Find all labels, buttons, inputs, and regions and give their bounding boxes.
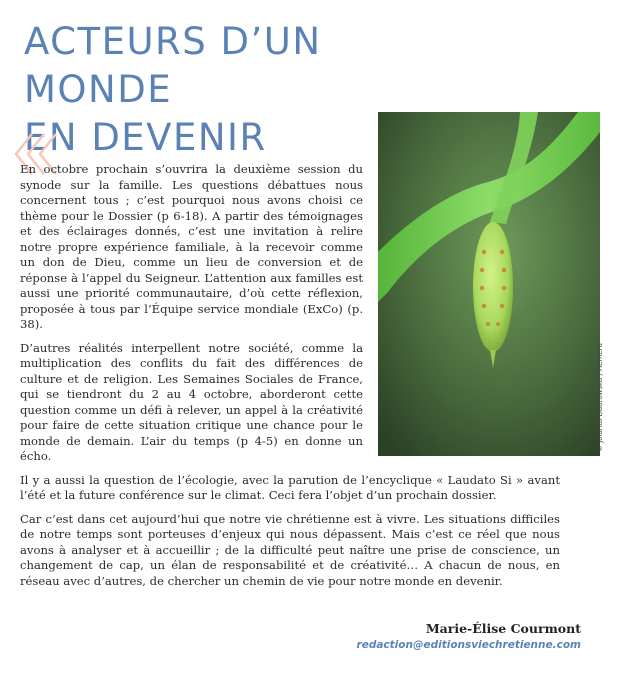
page-title-line-2: EN DEVENIR xyxy=(24,116,267,159)
page-title xyxy=(24,18,424,162)
author-name: Marie-Élise Courmont xyxy=(425,621,581,636)
photo-credit: © Jolanta Dabrowska / Hemera xyxy=(596,343,604,452)
editorial-body xyxy=(20,162,560,597)
author-email-link[interactable]: redaction@editionsviechretienne.com xyxy=(356,639,581,651)
paragraph-3: Il y a aussi la question de l’écologie, avec la parution de l’encyclique « Laudato Si » avant l’été et la future conférence sur le climat. Ceci fera l’objet d’un prochain dossier. xyxy=(20,472,560,502)
paragraph-2: D’autres réalités interpellent notre société, comme la multiplication des conflits du fait des différences de culture et de religion. Les Semaines Sociales de France, qui se tiendront du 2 au 4 octobre, aborderont cette question comme un défi à relever, un appel à la créativité pour faire de cette situation critique une chance pour le monde de demain. L’air du temps (p 4-5) en donne un écho. xyxy=(20,340,363,463)
signature-block xyxy=(357,620,581,653)
page-title-line-1: ACTEURS D’UN MONDE xyxy=(24,20,322,111)
paragraph-1: En octobre prochain s’ouvrira la deuxième session du synode sur la famille. Les questions débattues nous concernent tous ; c’est pourquoi nous avons choisi ce thème pour le Dossier (p 6-18). A partir des témoignages et des éclairages donnés, c’est une invitation à relire notre propre expérience familiale, à la recevoir comme un don de Dieu, comme un lieu de conversion et de réponse à l’appel du Seigneur. L’attention aux familles est aussi une priorité communautaire, d’où cette réflexion, proposée à tous par l’Équipe service mondiale (ExCo) (p. 38). xyxy=(20,162,363,331)
paragraph-4: Car c’est dans cet aujourd’hui que notre vie chrétienne est à vivre. Les situations difficiles de notre temps sont porteuses d’enjeux qui nous dépassent. Mais c’est ce réel que nous avons à analyser et à accueillir ; de la difficulté peut naître une prise de conscience, un changement de cap, un élan de responsabilité et de créativité… A chacun de nous, en réseau avec d’autres, de chercher un chemin de vie pour notre monde en devenir. xyxy=(20,511,560,588)
